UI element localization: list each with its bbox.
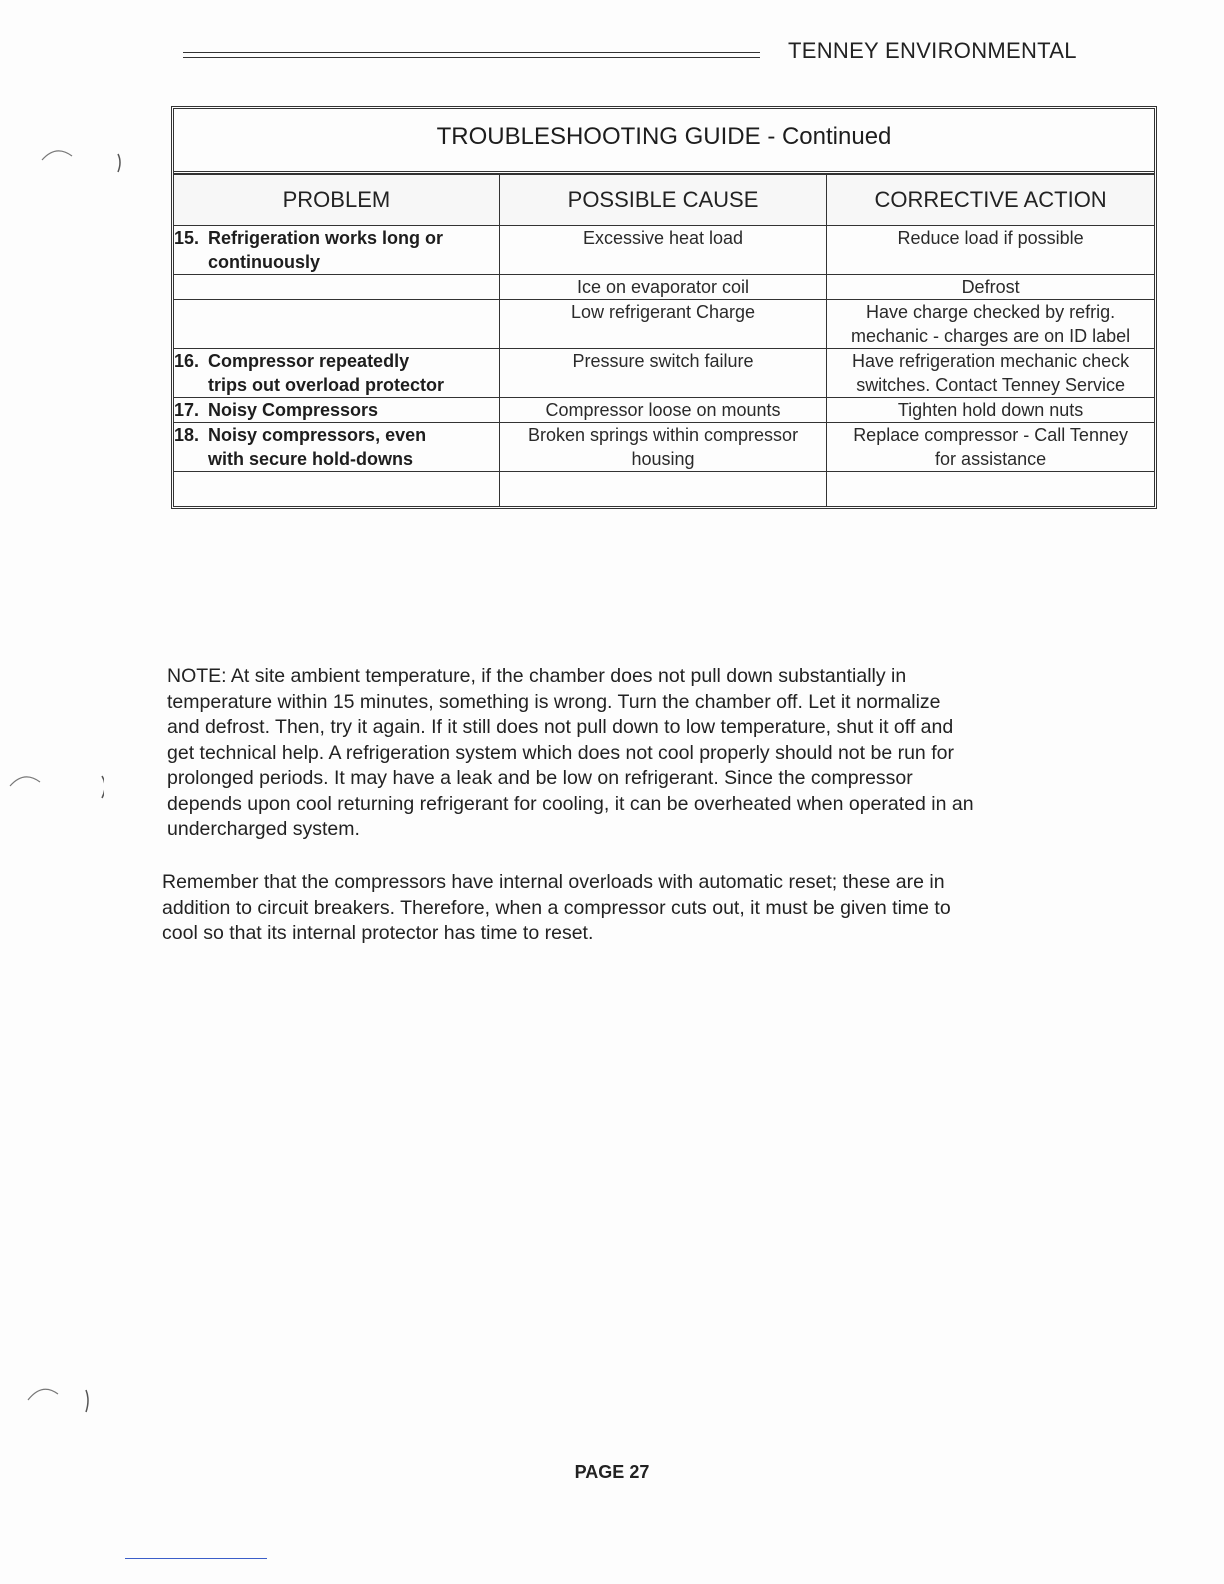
note-line: and defrost. Then, try it again. If it still does not pull down to low temperature, shut it off and [167,716,954,738]
note-line: temperature within 15 minutes, something is wrong. Turn the chamber off. Let it normalize [167,690,941,713]
remember-line: addition to circuit breakers. Therefore, when a compressor cuts out, it must be given time to [162,896,951,919]
column-header-corrective-action: CORRECTIVE ACTION [827,175,1154,226]
table-header-row [174,175,1154,226]
problem-number: 17. [174,400,200,420]
note-line: NOTE: At site ambient temperature, if the chamber does not pull down substantially in [167,665,907,687]
cause-cell: Pressure switch failure [499,349,826,398]
problem-text: Noisy compressors, even [208,425,427,445]
action-text-continued: switches. Contact Tenney Service [856,375,1125,395]
table-row [174,423,1154,472]
empty-cell [174,472,499,507]
problem-text: Refrigeration works long or [208,228,444,248]
column-header-possible-cause: POSSIBLE CAUSE [499,175,826,226]
binder-hole-mark-icon [22,1378,122,1418]
guide-title: TROUBLESHOOTING GUIDE - Continued [174,109,1154,174]
cause-cell [499,423,826,472]
problem-cell [174,423,499,472]
cause-cell: Excessive heat load [499,226,826,275]
problem-text-continued: trips out overload protector [208,375,445,395]
problem-text-continued: with secure hold-downs [208,449,414,469]
problem-text: Compressor repeatedly [208,351,410,371]
action-cell: Tighten hold down nuts [827,398,1154,423]
binder-hole-mark-icon [36,140,136,180]
cause-cell: Low refrigerant Charge [499,300,826,349]
note-line: prolonged periods. It may have a leak and be low on refrigerant. Since the compressor [167,767,913,789]
table-row [174,300,1154,349]
problem-number: 15. [174,228,200,248]
remember-line: cool so that its internal protector has time to reset. [162,922,594,944]
binder-hole-mark-icon [4,766,104,806]
cause-text: Broken springs within compressor [527,425,799,445]
action-text: Replace compressor - Call Tenney [853,425,1128,445]
action-text: Have refrigeration mechanic check [852,351,1130,371]
table-row [174,275,1154,300]
cause-cell: Compressor loose on mounts [499,398,826,423]
problem-cell [174,349,499,398]
action-text-continued: mechanic - charges are on ID label [851,326,1131,346]
problem-text: Noisy Compressors [208,400,379,420]
problem-cell [174,275,499,300]
note-line: undercharged system. [167,818,360,840]
problem-cell [174,300,499,349]
action-text: Have charge checked by refrig. [866,302,1116,322]
remember-line: Remember that the compressors have internal overloads with automatic reset; these are in [162,871,945,893]
troubleshooting-table [174,174,1154,506]
cause-cell: Ice on evaporator coil [499,275,826,300]
column-header-problem: PROBLEM [174,175,499,226]
empty-cell [499,472,826,507]
action-cell [827,423,1154,472]
header-rule [183,52,760,58]
note-paragraph [167,664,1087,843]
problem-cell [174,398,499,423]
note-line: depends upon cool returning refrigerant for cooling, it can be overheated when operated in an [167,792,974,815]
action-text-continued: for assistance [935,449,1047,469]
action-cell: Defrost [827,275,1154,300]
table-row-empty [174,472,1154,507]
problem-text-continued: continuously [208,252,320,272]
action-cell: Reduce load if possible [827,226,1154,275]
troubleshooting-guide [171,106,1157,509]
problem-number: 18. [174,425,200,445]
footer-line [125,1558,267,1559]
remember-paragraph [162,870,1082,947]
table-row [174,349,1154,398]
note-line: get technical help. A refrigeration system which does not cool properly should not be run for [167,741,954,764]
problem-number: 16. [174,351,200,371]
table-row [174,226,1154,275]
action-cell [827,300,1154,349]
page-number: PAGE 27 [574,1462,650,1482]
cause-text-continued: housing [631,449,695,469]
table-row [174,398,1154,423]
problem-cell [174,226,499,275]
empty-cell [827,472,1154,507]
header-company-name: TENNEY ENVIRONMENTAL [788,38,1077,63]
action-cell [827,349,1154,398]
